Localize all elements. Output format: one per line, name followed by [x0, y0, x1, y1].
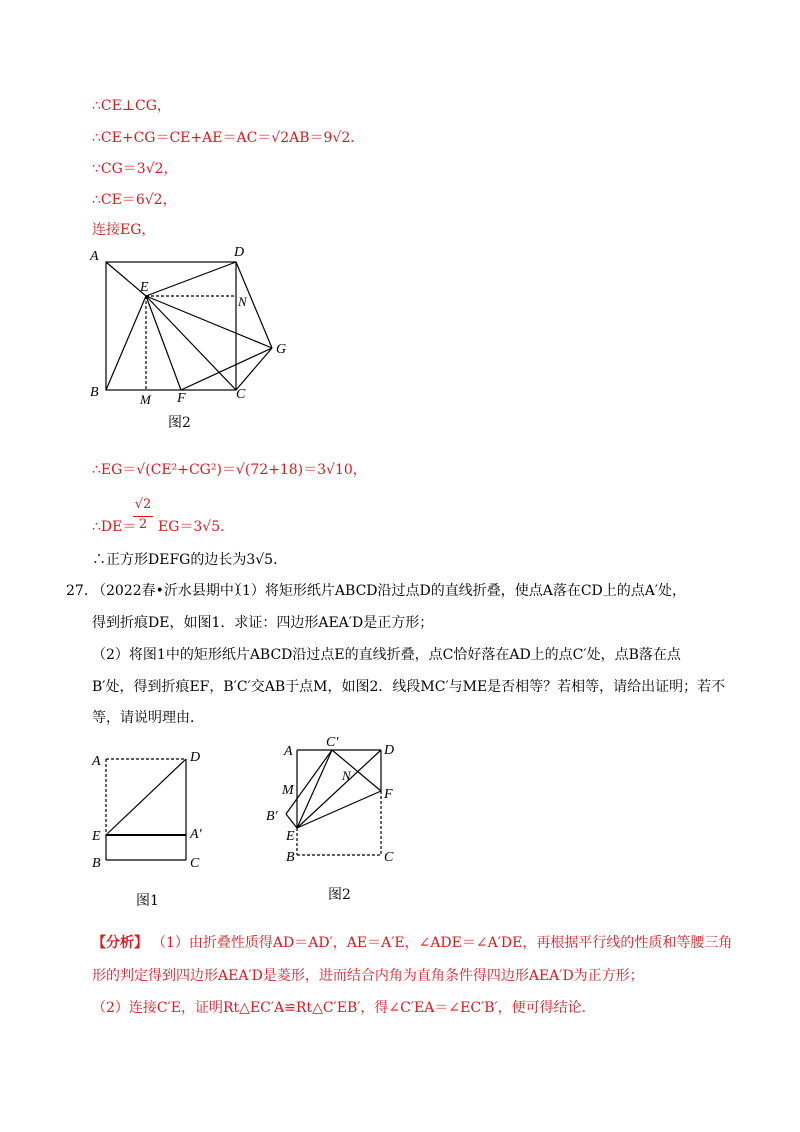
fig1-label-a: A [92, 754, 101, 769]
problem-part2-line3: 等，请说明理由． [92, 710, 204, 726]
label-n: N [238, 294, 247, 309]
solution-line-2: ∴CE+CG＝CE+AE＝AC＝√2AB＝9√2． [92, 130, 365, 146]
solution-line-3: ∵CG＝3√2， [92, 161, 178, 177]
label-d: D [234, 245, 245, 260]
label-g: G [276, 342, 287, 357]
problem-source: （2022春•沂水县期中） [92, 583, 248, 599]
analysis-line-2: 形的判定得到四边形AEA′D是菱形，进而结合内角为直角条件得四边形AEA′D为正方形； [92, 968, 644, 984]
solution-line-7b: EG＝3√5． [158, 519, 235, 535]
fraction-numerator: √2 [134, 497, 152, 512]
figure-2 [262, 736, 412, 906]
fig2-label-n: N [342, 768, 351, 783]
fig2-label-a: A [284, 744, 293, 759]
solution-line-4: ∴CE＝6√2， [92, 192, 177, 208]
figure-1-svg [88, 745, 218, 875]
solution-line-1: ∴CE⊥CG， [92, 98, 171, 114]
fig2-label-b-prime: B′ [266, 809, 278, 824]
fig2-label-f: F [384, 787, 393, 802]
fig1-label-c: C [190, 856, 200, 871]
label-m: M [140, 392, 151, 407]
solution-line-7: ∴DE＝ [92, 519, 137, 535]
analysis-line-3: （2）连接C′E，证明Rt△EC′A≌Rt△C′EB′，得∠C′EA＝∠EC′B′，便可得结论． [92, 1000, 596, 1016]
fig2-label-e: E [286, 829, 295, 844]
fig2-label-c: C [384, 850, 394, 865]
label-f: F [177, 391, 186, 406]
fig2-label-m: M [282, 783, 294, 798]
figure-2-svg [262, 736, 412, 871]
problem-part2-line1: （2）将图1中的矩形纸片ABCD沿过点E的直线折叠，点C恰好落在AD上的点C′处，点B落在点 [92, 647, 681, 663]
figure-square-defg [88, 240, 308, 440]
solution-line-6: ∴EG＝√(CE²+CG²)＝√(72+18)＝3√10， [92, 462, 367, 478]
problem-part1-line2: 得到折痕DE，如图1．求证：四边形AEA′D是正方形； [92, 615, 434, 631]
analysis-line-1: （1）由折叠性质得AD＝AD′，AE＝A′E，∠ADE＝∠A′DE，再根据平行线的性质和等腰三角 [152, 935, 733, 951]
fig2-label-d: D [384, 743, 395, 758]
fig2-label-b: B [286, 850, 295, 865]
figure-2-caption: 图2 [328, 887, 351, 903]
solution-line-8: ∴正方形DEFG的边长为3√5． [92, 552, 288, 568]
fig2-label-c-prime: C′ [326, 736, 339, 750]
label-c: C [236, 387, 246, 402]
fig1-label-a-prime: A′ [190, 827, 202, 842]
problem-number: 27. [66, 583, 89, 599]
fraction-denominator: 2 [138, 517, 148, 532]
fig1-label-d: D [190, 750, 201, 765]
figure-caption: 图2 [168, 415, 191, 431]
figure-1-caption: 图1 [136, 893, 159, 909]
label-a: A [90, 249, 99, 264]
analysis-tag: 【分析】 [92, 935, 148, 951]
label-e: E [140, 280, 149, 295]
figure-square-defg-svg [88, 240, 308, 440]
problem-part1-line1: （1）将矩形纸片ABCD沿过点D的直线折叠，使点A落在CD上的点A′处， [228, 583, 687, 599]
figure-1 [88, 745, 218, 915]
fig1-label-b: B [92, 856, 101, 871]
label-b: B [90, 385, 99, 400]
solution-line-5: 连接EG， [92, 222, 156, 238]
problem-part2-line2: B′处，得到折痕EF，B′C′交AB于点M，如图2．线段MC′与ME是否相等？若相等，请给出证明；若不 [92, 679, 726, 695]
fig1-label-e: E [92, 829, 101, 844]
